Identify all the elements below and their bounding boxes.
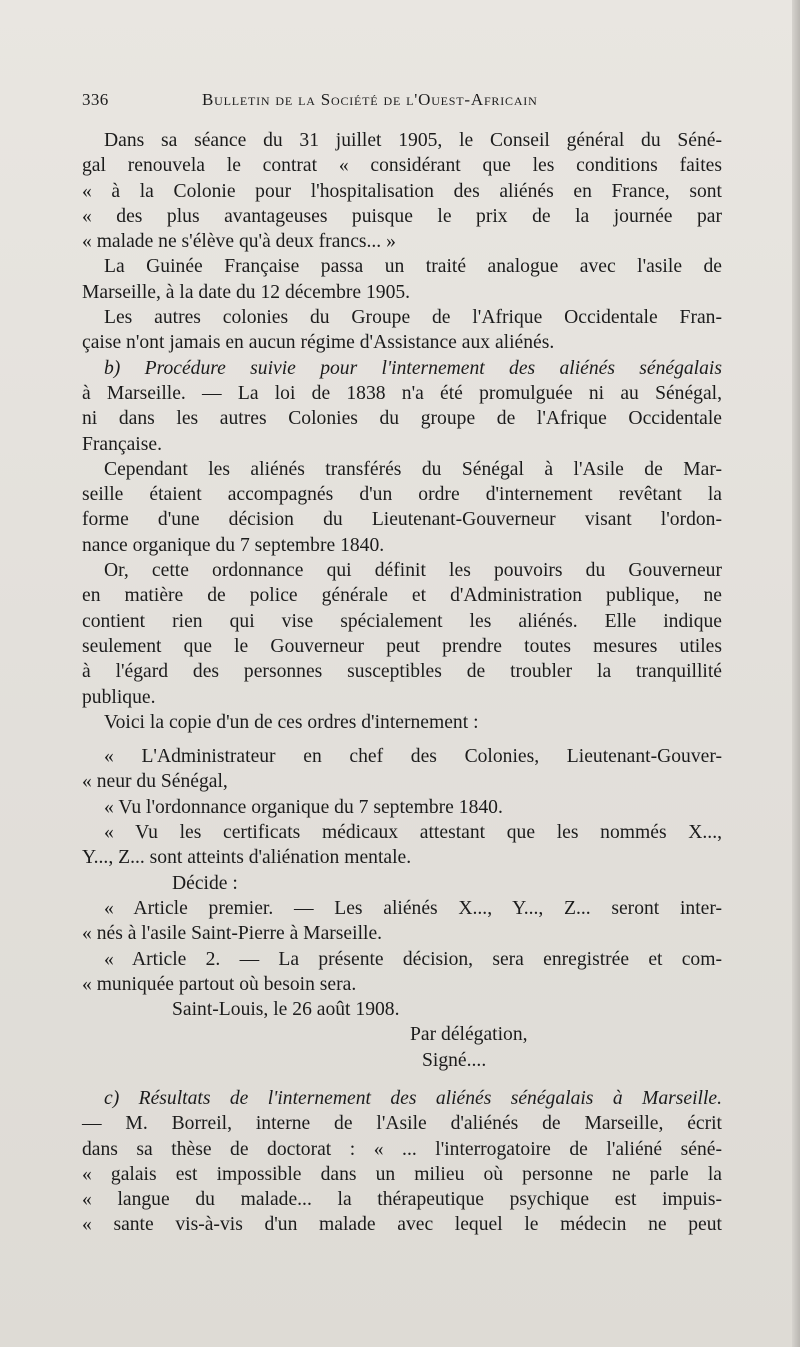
line-spacer: [82, 1073, 722, 1086]
text-line: Française.: [82, 433, 162, 455]
text-line: forme d'une décision du Lieutenant-Gouverneur visant l'ordon-: [82, 509, 722, 531]
text-line: « L'Administrateur en chef des Colonies, Lieutenant-Gouver-: [104, 746, 722, 768]
text-line: Décide :: [172, 872, 238, 894]
text-line: dans sa thèse de doctorat : « ... l'interrogatoire de l'aliéné séné-: [82, 1138, 722, 1160]
line-spacer: [82, 735, 722, 744]
text-line: contient rien qui vise spécialement les aliénés. Elle indique: [82, 610, 722, 632]
page-edge-shadow: [792, 0, 800, 1347]
text-line: gal renouvela le contrat « considérant que les conditions faites: [82, 155, 722, 177]
text-line: Par délégation,: [410, 1024, 528, 1046]
running-title: Bulletin de la Société de l'Ouest-Africain: [202, 90, 538, 109]
text-line: « des plus avantageuses puisque le prix de la journée par: [82, 205, 722, 227]
text-line: b) Procédure suivie pour l'internement des aliénés sénégalais: [104, 357, 722, 379]
text-line: Voici la copie d'un de ces ordres d'internement :: [104, 711, 479, 733]
text-line: seille étaient accompagnés d'un ordre d'internement revêtant la: [82, 484, 722, 506]
text-line: « à la Colonie pour l'hospitalisation des aliénés en France, sont: [82, 180, 722, 202]
text-line: Y..., Z... sont atteints d'aliénation mentale.: [82, 847, 412, 869]
text-line: « malade ne s'élève qu'à deux francs... »: [82, 231, 396, 253]
text-line: Signé....: [422, 1049, 487, 1071]
text-line: en matière de police générale et d'Administration publique, ne: [82, 585, 722, 607]
text-line: Dans sa séance du 31 juillet 1905, le Conseil général du Séné-: [104, 130, 722, 151]
text-line: publique.: [82, 686, 156, 708]
text-line: « langue du malade... la thérapeutique psychique est impuis-: [82, 1189, 722, 1211]
text-line: à l'égard des personnes susceptibles de troubler la tranquillité: [82, 661, 722, 683]
page-header: [82, 90, 722, 114]
text-line: Marseille, à la date du 12 décembre 1905.: [82, 281, 411, 303]
text-line: Les autres colonies du Groupe de l'Afrique Occidentale Fran-: [104, 307, 722, 329]
text-line: Saint-Louis, le 26 août 1908.: [172, 999, 400, 1021]
text-line: nance organique du 7 septembre 1840.: [82, 534, 385, 556]
text-line: La Guinée Française passa un traité analogue avec l'asile de: [104, 256, 722, 278]
text-line: seulement que le Gouverneur peut prendre toutes mesures utiles: [82, 635, 722, 657]
text-line: « Vu l'ordonnance organique du 7 septembre 1840.: [104, 796, 503, 818]
text-line: Cependant les aliénés transférés du Sénégal à l'Asile de Mar-: [104, 458, 722, 480]
text-line: « Article premier. — Les aliénés X..., Y..., Z... seront inter-: [104, 897, 722, 919]
text-line: « galais est impossible dans un milieu où personne ne parle la: [82, 1163, 722, 1185]
page-number: 336: [82, 90, 109, 109]
text-line: à Marseille. — La loi de 1838 n'a été promulguée ni au Sénégal,: [82, 382, 722, 404]
text-line: « Article 2. — La présente décision, sera enregistrée et com-: [104, 948, 722, 970]
text-line: ni dans les autres Colonies du groupe de l'Afrique Occidentale: [82, 408, 722, 430]
text-line: c) Résultats de l'internement des aliénés sénégalais à Marseille.: [104, 1087, 722, 1109]
text-line: çaise n'ont jamais en aucun régime d'Assistance aux aliénés.: [82, 332, 555, 354]
text-line: « Vu les certificats médicaux attestant que les nommés X...,: [104, 822, 722, 844]
text-line: « nés à l'asile Saint-Pierre à Marseille.: [82, 923, 383, 945]
text-line: « muniquée partout où besoin sera.: [82, 973, 357, 995]
body-text: [82, 128, 722, 1238]
text-line: Or, cette ordonnance qui définit les pouvoirs du Gouverneur: [104, 560, 722, 582]
text-line: — M. Borreil, interne de l'Asile d'aliénés de Marseille, écrit: [82, 1113, 722, 1135]
text-line: « neur du Sénégal,: [82, 771, 228, 793]
text-line: « sante vis-à-vis d'un malade avec lequel le médecin ne peut: [82, 1214, 722, 1236]
